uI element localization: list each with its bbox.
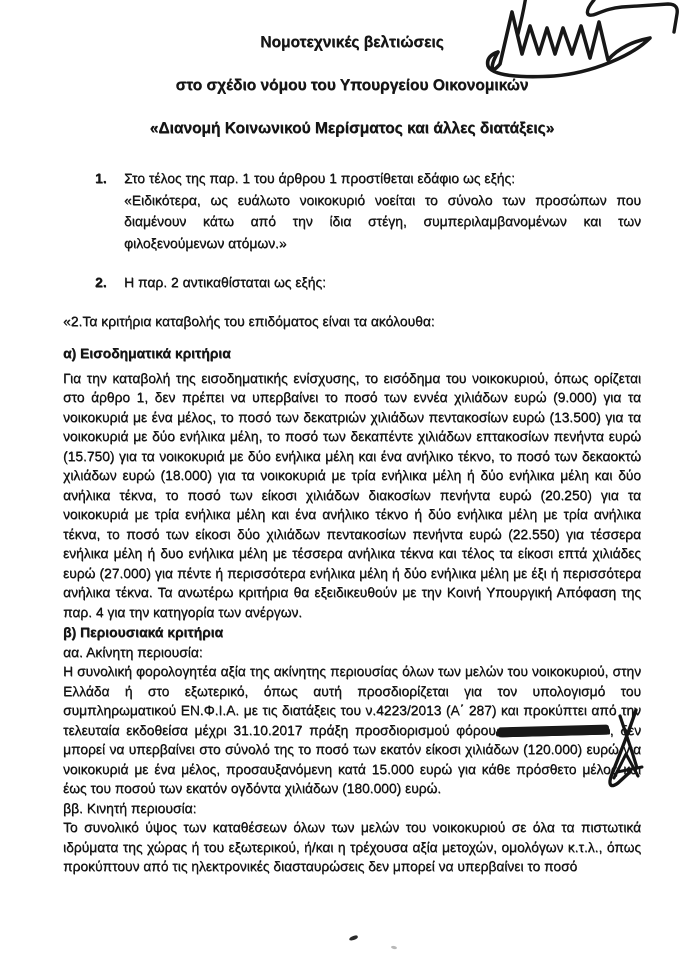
list-item-1-quote: «Ειδικότερα, ως ευάλωτο νοικοκυριό νοείται το σύνολο των προσώπων που διαμένουν κάτω από την ίδια στέγη, συμπεριλαμβανομένων και των φιλοξενούμενων ατόμων.»: [124, 191, 641, 251]
list-item-1: [63, 168, 641, 254]
paragraph-2-opening: «2.Τα κριτήρια καταβολής του επιδόματος είναι τα ακόλουθα:: [63, 312, 435, 329]
signature-vertical-stroke: [518, 0, 526, 34]
heading-income-criteria: α) Εισοδηματικά κριτήρια: [63, 345, 231, 361]
amendment-list: [63, 168, 641, 294]
margin-correction-mark-icon: [592, 706, 650, 806]
document-title-line-1: Νομοτεχνικές βελτιώσεις: [260, 34, 444, 51]
list-item-2: [63, 272, 641, 294]
paragraph-immovable-property: [63, 662, 641, 799]
document-title-line-3: «Διανομή Κοινωνικού Μερίσματος και άλλες διατάξεις»: [149, 120, 555, 137]
ink-speck-icon: [349, 935, 359, 942]
immovable-text-before-redaction: Η συνολική φορολογητέα αξία της ακίνητης περιουσίας όλων των μελών του νοικοκυριού, στην Ελλάδα ή στο εξωτερικό, όπως αυτή προσδιορίζεται για τον υπολογισμό του συμπληρωματικού ΕΝ.Φ.Ι.Α. με τις διατάξεις του ν.4223/2013 (Α΄ 287) και προκύπτει από την τελευταία εκδοθείσα μέχρι 31.10.2017 πράξη προσδιορισμού φόρου: [63, 664, 641, 738]
subheading-immovable-property: αα. Ακίνητη περιουσία:: [63, 643, 203, 660]
list-item-2-text: [124, 272, 641, 294]
ink-speck-faint-icon: [391, 945, 397, 949]
document-title-line-2: στο σχέδιο νόμου του Υπουργείου Οικονομικών: [175, 77, 529, 94]
list-item-2-intro: Η παρ. 2 αντικαθίσταται ως εξής:: [124, 274, 326, 290]
heading-property-criteria: β) Περιουσιακά κριτήρια: [63, 624, 224, 640]
paragraph-income-criteria: Για την καταβολή της εισοδηματικής ενίσχυσης, το εισόδημα του νοικοκυριού, όπως ορίζεται στο άρθρο 1, δεν πρέπει να υπερβαίνει το ποσό των εννέα χιλιάδων ευρώ (9.000) για τα νοικοκυριά με ένα μέλος, το ποσό των δεκατριών χιλιάδων πεντακοσίων ευρώ (13.500) για τα νοικοκυριά με δύο ενήλικα μέλη, το ποσό των δεκαπέντε χιλιάδων επτακοσίων πενήντα ευρώ (15.750) για τα νοικοκυριά με δύο ενήλικα μέλη και ένα ανήλικο τέκνο, το ποσό των δεκαοκτώ χιλιάδων ευρώ (18.000) για τα νοικοκυριά με τρία ενήλικα μέλη ή δύο ενήλικα μέλη και δύο ανήλικα τέκνα, το ποσό των είκοσι χιλιάδων διακοσίων πενήντα ευρώ (20.250) για τα νοικοκυριά με τρία ενήλικα μέλη και ένα ανήλικο τέκνο ή δύο ενήλικα μέλη με τρία ανήλικα τέκνα, το ποσό των είκοσι δύο χιλιάδων πεντακοσίων πενήντα ευρώ (22.550) για τέσσερα ενήλικα μέλη ή δυο ενήλικα μέλη με τέσσερα ανήλικα τέκνα και τέλος τα είκοσι επτά χιλιάδες ευρώ (27.000) για πέντε ή περισσότερα ενήλικα μέλη ή δύο ενήλικα μέλη με έξι ή περισσότερα ανήλικα τέκνα. Τα ανωτέρω κριτήρια θα εξειδικευθούν με την Κοινή Υπουργική Απόφαση της παρ. 4 για την κατηγορία των ανέργων.: [63, 370, 641, 620]
document-content: [63, 34, 641, 877]
immovable-text-after-redaction: , δεν μπορεί να υπερβαίνει στο σύνολό της το ποσό των εκατόν είκοσι χιλιάδων (120.000) ευρώ για νοικοκυριά με ένα μέλος, προσαυξανόμενη κατά 15.000 ευρώ για κάθε πρόσθετο μέλος και έως του ποσού των εκατόν ογδόντα χιλιάδων (180.000) ευρώ.: [63, 722, 641, 796]
list-item-2-number: 2.: [95, 274, 107, 290]
list-item-1-text: [124, 168, 641, 254]
list-item-1-intro: Στο τέλος της παρ. 1 του άρθρου 1 προστίθεται εδάφιο ως εξής:: [124, 170, 515, 186]
subheading-movable-property: ββ. Κινητή περιουσία:: [63, 799, 197, 816]
list-item-1-number: 1.: [95, 170, 107, 186]
paragraph-movable-property: Το συνολικό ύψος των καταθέσεων όλων των μελών του νοικοκυριού σε όλα τα πιστωτικά ιδρύματα της χώρας ή του εξωτερικού, ή/και η τρέχουσα αξία μετοχών, ομολόγων κ.τ.λ., όπως προκύπτουν από τις ηλεκτρονικές διασταυρώσεις δεν μπορεί να υπερβαίνει το ποσό: [63, 820, 641, 874]
